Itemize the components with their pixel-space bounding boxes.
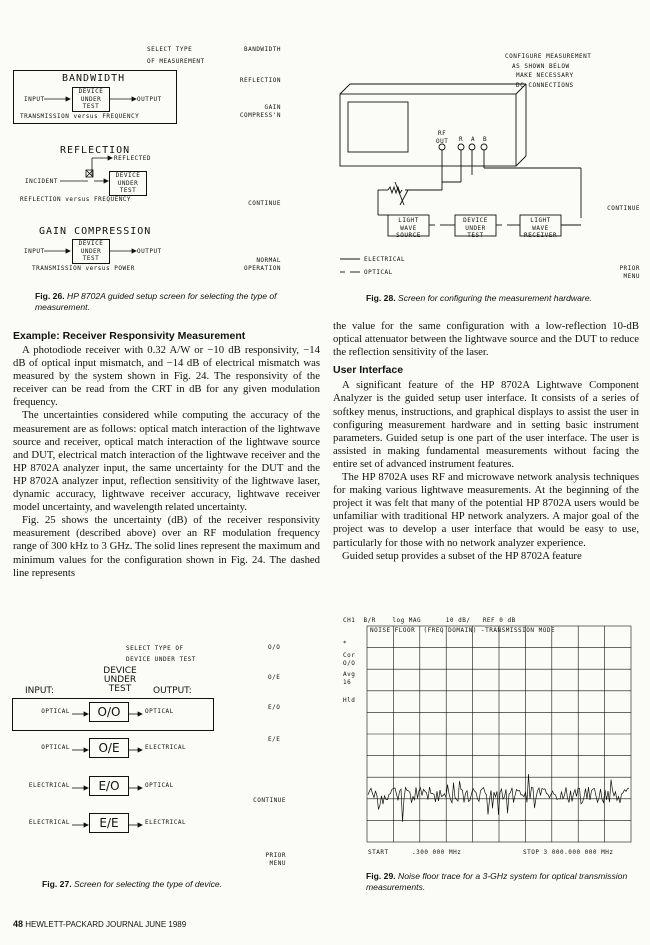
fig29-annotations: * Cor O/O Avg 16 Hld: [343, 640, 356, 705]
port-r: [458, 144, 464, 150]
journal-name: HEWLETT-PACKARD JOURNAL JUNE 1989: [25, 920, 187, 929]
softkey-gain-compression[interactable]: GAIN COMPRESS'N: [239, 104, 281, 119]
fig27-softkey-prior-menu[interactable]: PRIOR MENU: [265, 852, 286, 867]
device-row-output: ELECTRICAL: [145, 819, 187, 826]
device-row-output: OPTICAL: [145, 708, 174, 715]
softkey-eo[interactable]: E/O: [268, 704, 281, 711]
device-row-input: OPTICAL: [41, 744, 70, 751]
fig26-caption: Fig. 26. HP 8702A guided setup screen for selecting the type of measurement.: [35, 291, 277, 313]
device-type-option[interactable]: O/E: [89, 738, 129, 758]
fig29-stop-label: STOP 3 000.000 000 MHz: [523, 849, 614, 856]
fig28-caption: Fig. 28. Screen for configuring the measurement hardware.: [366, 293, 592, 303]
gain-subtitle: TRANSMISSION versus POWER: [32, 265, 135, 272]
device-row-input: OPTICAL: [41, 708, 70, 715]
fig26-header: SELECT TYPE OF MEASUREMENT: [147, 46, 205, 65]
fig29-graticule: [366, 625, 634, 845]
bandwidth-input-label: INPUT: [24, 96, 45, 103]
device-row-output: OPTICAL: [145, 782, 174, 789]
bandwidth-dut-box: DEVICE UNDER TEST: [72, 87, 110, 112]
page-footer: [13, 919, 186, 929]
section-heading-receiver: Example: Receiver Responsivity Measurement: [13, 330, 246, 342]
fig28-diagram: [330, 40, 650, 290]
article-right: [333, 320, 639, 563]
softkey-ee[interactable]: E/E: [268, 736, 281, 743]
device-type-option[interactable]: O/O: [89, 702, 129, 722]
article-left-body: [13, 344, 320, 580]
gain-dut-box: DEVICE UNDER TEST: [72, 239, 110, 264]
fig28-dut-label: DEVICE UNDER TEST: [463, 217, 488, 239]
bandwidth-title: BANDWIDTH: [62, 73, 126, 84]
col-dut-label: DEVICE UNDER TEST: [103, 666, 137, 694]
fig28-softkey-continue[interactable]: CONTINUE: [607, 205, 640, 212]
port-b-label: B: [483, 136, 488, 143]
device-type-option[interactable]: E/O: [89, 776, 129, 796]
bandwidth-subtitle: TRANSMISSION versus FREQUENCY: [20, 113, 140, 120]
analyzer-outline: [340, 94, 516, 166]
fig27-connectors: [0, 690, 220, 850]
col-output-label: OUTPUT:: [153, 686, 192, 696]
port-a: [469, 144, 475, 150]
paragraph: A significant feature of the HP 8702A Lightwave Component Analyzer is the guided setup user interface. It consists of a series of softkey menus, instructions, and graphical displays to assist the user in configuring measurement hardware and in setting basic instrument parameters. Guided setup is one part of the user interface. The user is assisted in making fundamental measurements without facing the entire set of advanced instrument features.: [333, 379, 639, 470]
legend-optical: OPTICAL: [364, 269, 393, 276]
softkey-oe[interactable]: O/E: [268, 674, 281, 681]
gain-input-label: INPUT: [24, 248, 45, 255]
article-left: [13, 330, 320, 580]
gain-title: GAIN COMPRESSION: [39, 226, 152, 237]
reflection-dut-box: DEVICE UNDER TEST: [109, 171, 147, 196]
lightwave-source-label: LIGHT WAVE SOURCE: [396, 217, 421, 239]
port-r-label: R: [459, 136, 464, 143]
port-a-label: A: [471, 136, 476, 143]
fig27-softkey-continue[interactable]: CONTINUE: [253, 797, 286, 804]
lightwave-receiver-label: LIGHT WAVE RECEIVER: [524, 217, 557, 239]
softkey-bandwidth[interactable]: BANDWIDTH: [243, 46, 281, 53]
reflection-reflected-label: REFLECTED: [114, 155, 152, 162]
fig29-header: CH1 B/R log MAG 10 dB/ REF 0 dB: [343, 617, 516, 624]
reflection-incident-label: INCIDENT: [25, 178, 58, 185]
bandwidth-output-label: OUTPUT: [137, 96, 162, 103]
fig29-trace-title: NOISE FLOOR (FREQ DOMAIN) -TRANSMISSION MODE: [370, 627, 556, 634]
fig28-softkey-prior-menu[interactable]: PRIOR MENU: [619, 265, 640, 280]
device-row-output: ELECTRICAL: [145, 744, 187, 751]
gain-output-label: OUTPUT: [137, 248, 162, 255]
fig27-header: SELECT TYPE OF DEVICE UNDER TEST: [126, 645, 196, 663]
softkey-oo[interactable]: O/O: [268, 644, 281, 651]
fig27-caption: Fig. 27. Screen for selecting the type of device.: [42, 879, 223, 889]
fig28-instructions: CONFIGURE MEASUREMENT AS SHOWN BELOW MAKE NECESSARY DC CONNECTIONS: [505, 53, 592, 89]
port-b: [481, 144, 487, 150]
legend-electrical: ELECTRICAL: [364, 256, 406, 263]
fig26-connectors: [0, 0, 330, 290]
softkey-reflection[interactable]: REFLECTION: [239, 77, 281, 84]
fig29-start-value: .300 000 MHz: [412, 849, 462, 856]
paragraph: The uncertainties considered while computing the accuracy of the measurement are as follows: optical match interaction of the lightwave source and receiver, optical match interaction of the lightwave source and DUT, electrical match interaction of the lightwave receiver and the HP 8702A analyzer input, the same uncertainty for the DUT and the HP 8702A analyzer input, reflection sensitivity of the lightwave laser, dynamic accuracy, lightwave receiver accuracy, lightwave receiver model uncertainty, and wavelength related uncertainty.: [13, 409, 320, 514]
fig29-caption: Fig. 29. Noise floor trace for a 3-GHz system for optical transmission measurements.: [366, 871, 628, 893]
device-row-input: ELECTRICAL: [28, 782, 70, 789]
fig29-start-label: START: [368, 849, 389, 856]
section-heading-user-interface: User Interface: [333, 364, 404, 377]
paragraph: Fig. 25 shows the uncertainty (dB) of the receiver responsivity measurement (described above) over an RF modulation frequency range of 300 kHz to 3 GHz. The solid lines represent the maximum and minimum values for the configuration shown in Fig. 24. The dashed line represents: [13, 514, 320, 579]
paragraph: A photodiode receiver with 0.32 A/W or −10 dB responsivity, −14 dB of optical input mismatch, and −14 dB of electrical mismatch was measured by the system shown in Fig. 24. The responsivity of the receiver can be read from the CRT in dB for any given modulation frequency.: [13, 344, 320, 409]
noise-trace: [368, 774, 629, 822]
rf-out-label: RF OUT: [436, 130, 449, 145]
analyzer-crt: [348, 102, 408, 152]
softkey-continue[interactable]: CONTINUE: [248, 200, 281, 207]
paragraph: the value for the same configuration with a low-reflection 10-dB optical attenuator between the lightwave source and the DUT to reduce the reflection sensitivity of the laser.: [333, 320, 639, 359]
col-input-label: INPUT:: [25, 686, 54, 696]
device-row-input: ELECTRICAL: [28, 819, 70, 826]
paragraph: Guided setup provides a subset of the HP 8702A feature: [342, 549, 582, 562]
reflection-subtitle: REFLECTION versus FREQUENCY: [20, 196, 132, 203]
page-number: 48: [13, 919, 24, 929]
softkey-normal-operation[interactable]: NORMAL OPERATION: [243, 257, 281, 272]
reflection-title: REFLECTION: [60, 145, 131, 156]
device-type-option[interactable]: E/E: [89, 813, 129, 833]
paragraph: The HP 8702A uses RF and microwave network analysis techniques for making various lightwave measurements. At the beginning of the project it was felt that many of the potential HP 8702A users would be unfamiliar with traditional HP network analyzers. A major goal of the project was to develop a user interface that would be easy to use, particularly for those with no network analyzer experience.: [333, 471, 639, 549]
